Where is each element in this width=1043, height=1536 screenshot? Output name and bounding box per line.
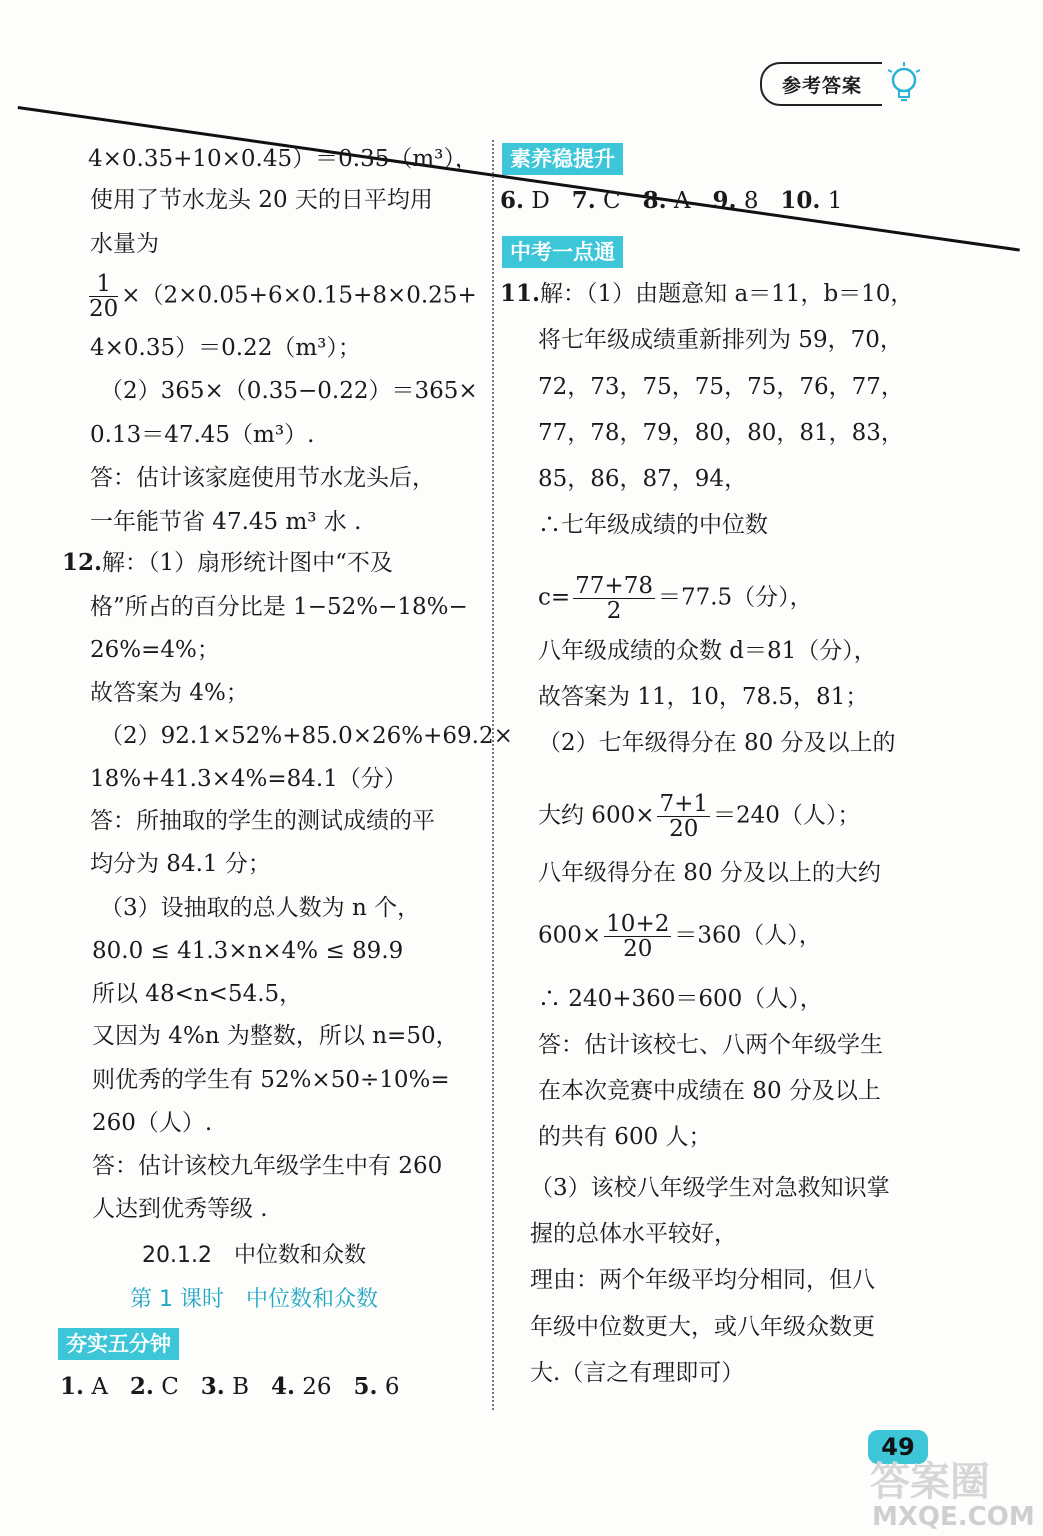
fraction: $\frac{10+2}{20}$ [606,911,670,962]
text-line: 77，78，79，80，80，81，83， [538,420,904,446]
lightbulb-icon [884,60,924,106]
text-line: （3）设抽取的总人数为 n 个， [100,895,421,921]
text-line: （2）七年级得分在 80 分及以上的 [538,730,896,756]
text-line: （2）365×（0.35−0.22）＝365× [100,378,478,404]
text-line: 80.0 ≤ 41.3×n×4% ≤ 89.9 [92,938,404,964]
text-line: 八年级得分在 80 分及以上的大约 [538,860,881,886]
text-line: 所以 48<n<54.5， [92,981,303,1007]
text-line: 均分为 84.1 分； [90,851,271,877]
page-number: 49 [868,1430,928,1464]
text-line: ∴七年级成绩的中位数 [538,512,768,538]
text-line: （2）92.1×52%+85.0×26%+69.2× [100,723,513,749]
tag-hangshi: 夯实五分钟 [58,1328,179,1360]
header-rule [18,106,1020,252]
text-line: 4×0.35+10×0.45）＝0.35（m³）， [88,146,478,172]
fraction-line: $\frac{1}{20}$ ×（2×0.05+6×0.15+8×0.25+ [89,271,477,322]
answer-row-6-10: 6. D 7. C 8. A 9. 8 10. 1 [500,187,843,214]
text-line: 18%+41.3×4%=84.1（分） [90,766,407,792]
text-line: 年级中位数更大，或八年级众数更 [530,1314,875,1340]
lesson-title: 第 1 课时 中位数和众数 [130,1287,378,1312]
tag-zhongkao: 中考一点通 [502,236,623,268]
text-line: 4×0.35）＝0.22（m³）； [90,335,361,361]
text-line: 将七年级成绩重新排列为 59，70， [538,327,903,353]
watermark-url: MXQE.COM [872,1502,1035,1532]
text-line: 72，73，75，75，75，76，77， [538,374,904,400]
text-line: 答：估计该校九年级学生中有 260 [92,1153,443,1179]
text-line: 答：估计该校七、八两个年级学生 [538,1032,883,1058]
text-line: 握的总体水平较好， [530,1221,737,1247]
fraction-line: c= $\frac{77+78}{2}$ ＝77.5（分）， [538,573,813,624]
text-line: 26%=4%； [90,637,220,663]
text-line: 理由：两个年级平均分相同，但八 [530,1267,875,1293]
text-line: 答：所抽取的学生的测试成绩的平 [90,808,435,834]
text-line: 人达到优秀等级 . [92,1196,268,1222]
text-line: 一年能节省 47.45 m³ 水 . [90,509,362,535]
text-line: 故答案为 11，10，78.5，81； [538,684,869,710]
text-line: 又因为 4%n 为整数，所以 n=50， [92,1023,459,1049]
text-line: 则优秀的学生有 52%×50÷10%= [92,1067,450,1093]
fraction-line: 大约 600× $\frac{7+1}{20}$ ＝240（人）； [538,791,861,842]
column-divider [492,140,494,1410]
fraction: $\frac{7+1}{20}$ [659,791,709,842]
text-line: 使用了节水龙头 20 天的日平均用 [90,187,433,213]
text-line: 在本次竞赛中成绩在 80 分及以上 [538,1078,881,1104]
header-title: 参考答案 [760,62,882,106]
fraction: $\frac{1}{20}$ [89,271,119,322]
question-12: 12.解：（1）扇形统计图中“不及 [62,549,393,576]
question-11: 11.解：（1）由题意知 a＝11，b＝10， [500,280,914,307]
tag-suyang: 素养稳提升 [502,143,623,175]
section-title: 20.1.2 中位数和众数 [142,1243,366,1268]
text-line: 的共有 600 人； [538,1124,712,1150]
watermark: 答案圈 [870,1459,990,1505]
text-line: 故答案为 4%； [90,680,249,706]
text-line: 大.（言之有理即可） [530,1360,745,1386]
text-line: 85，86，87，94， [538,466,748,492]
text-line: （3）该校八年级学生对急救知识掌 [530,1175,890,1201]
fraction-line: 600× $\frac{10+2}{20}$ ＝360（人）， [538,911,822,962]
text-line: 水量为 [90,231,159,257]
text-line: 八年级成绩的众数 d＝81（分）， [538,638,877,664]
answer-row-1-5: 1. A 2. C 3. B 4. 26 5. 6 [60,1373,400,1400]
text-line: 格”所占的百分比是 1−52%−18%− [90,594,468,620]
text-line: 答：估计该家庭使用节水龙头后， [90,465,435,491]
text-line: 260（人）. [92,1110,213,1136]
fraction: $\frac{77+78}{2}$ [575,573,653,624]
text-line: 0.13＝47.45（m³）. [90,422,315,448]
text-line: ∴ 240+360＝600（人）， [538,986,823,1012]
